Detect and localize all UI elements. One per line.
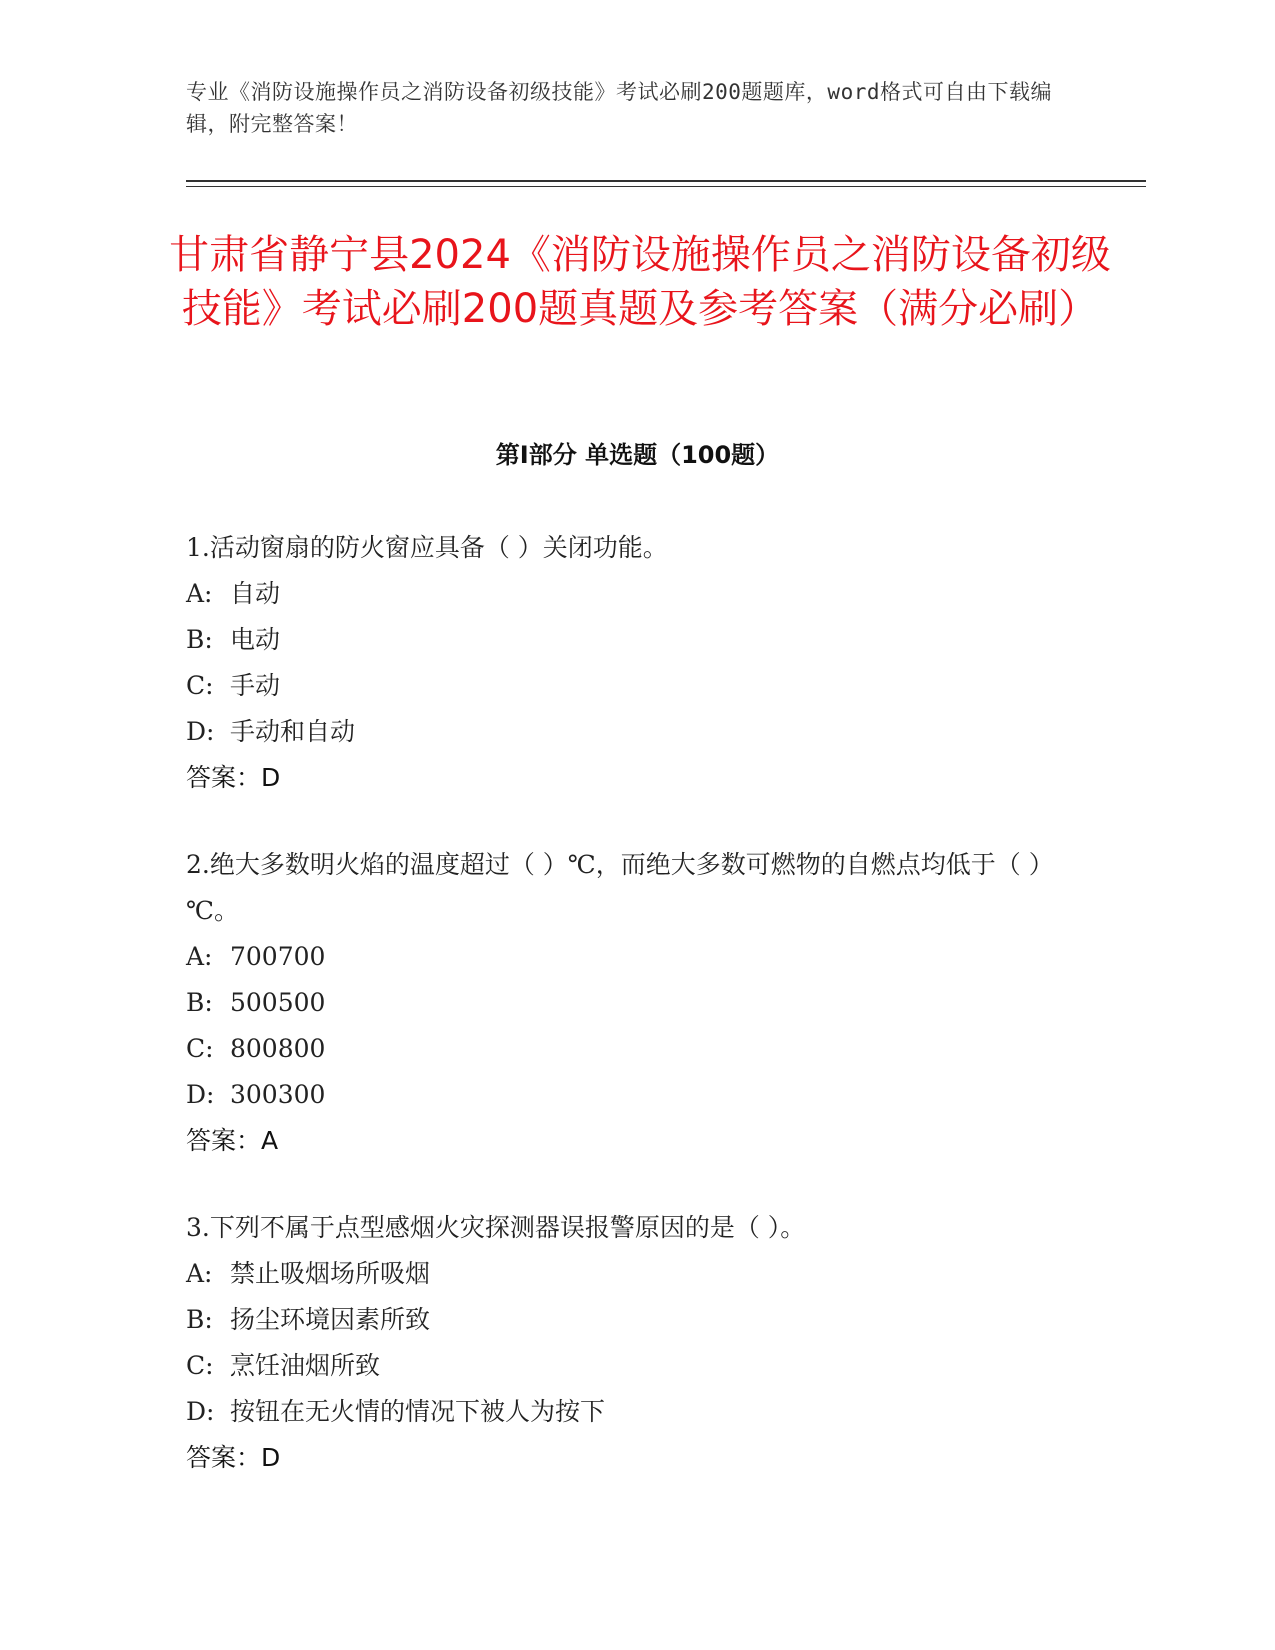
header-note: 专业《消防设施操作员之消防设备初级技能》考试必刷200题题库，word格式可自由下载编辑，附完整答案！ <box>186 80 1052 136</box>
option-key: B: <box>186 988 213 1017</box>
option-key: B: <box>186 1305 213 1334</box>
option-key: A: <box>186 942 213 971</box>
option-text: 500500 <box>230 988 326 1017</box>
answer-line: 答案：A <box>186 1126 279 1155</box>
option-d <box>186 1389 1066 1435</box>
question-2 <box>186 842 1066 1164</box>
header-divider-thin <box>186 186 1146 187</box>
option-text: 手动和自动 <box>230 717 356 746</box>
option-text: 700700 <box>230 942 326 971</box>
option-text: 300300 <box>230 1080 326 1109</box>
option-key: C: <box>186 1034 214 1063</box>
option-d <box>186 709 1066 755</box>
option-a <box>186 934 1066 980</box>
option-key: D: <box>186 1397 215 1426</box>
question-list <box>186 525 1066 1522</box>
question-text: 3.下列不属于点型感烟火灾探测器误报警原因的是（ ）。 <box>186 1213 806 1242</box>
option-a <box>186 1251 1066 1297</box>
option-key: A: <box>186 1259 213 1288</box>
option-text: 扬尘环境因素所致 <box>230 1305 431 1334</box>
option-key: D: <box>186 717 215 746</box>
option-text: 禁止吸烟场所吸烟 <box>230 1259 431 1288</box>
section-heading: 第I部分 单选题（100题） <box>495 441 780 469</box>
header-divider-thick <box>186 180 1146 182</box>
option-text: 800800 <box>230 1034 326 1063</box>
question-text: 2.绝大多数明火焰的温度超过（ ）℃，而绝大多数可燃物的自燃点均低于（ ）℃。 <box>186 850 1054 925</box>
answer-line: 答案：D <box>186 763 281 792</box>
option-d <box>186 1072 1066 1118</box>
document-title: 甘肃省静宁县2024《消防设施操作员之消防设备初级技能》考试必刷200题真题及参考答案（满分必刷） <box>169 232 1111 332</box>
option-text: 电动 <box>230 625 281 654</box>
answer-line: 答案：D <box>186 1443 281 1472</box>
option-c <box>186 1026 1066 1072</box>
option-key: B: <box>186 625 213 654</box>
option-c <box>186 1343 1066 1389</box>
option-key: C: <box>186 1351 214 1380</box>
option-text: 按钮在无火情的情况下被人为按下 <box>230 1397 606 1426</box>
option-key: A: <box>186 579 213 608</box>
option-c <box>186 663 1066 709</box>
option-key: C: <box>186 671 214 700</box>
question-text: 1.活动窗扇的防火窗应具备（ ）关闭功能。 <box>186 533 668 562</box>
option-b <box>186 1297 1066 1343</box>
option-text: 烹饪油烟所致 <box>230 1351 381 1380</box>
question-1 <box>186 525 1066 801</box>
option-b <box>186 617 1066 663</box>
question-3 <box>186 1205 1066 1481</box>
option-text: 手动 <box>230 671 281 700</box>
option-b <box>186 980 1066 1026</box>
option-a <box>186 571 1066 617</box>
option-key: D: <box>186 1080 215 1109</box>
option-text: 自动 <box>230 579 281 608</box>
